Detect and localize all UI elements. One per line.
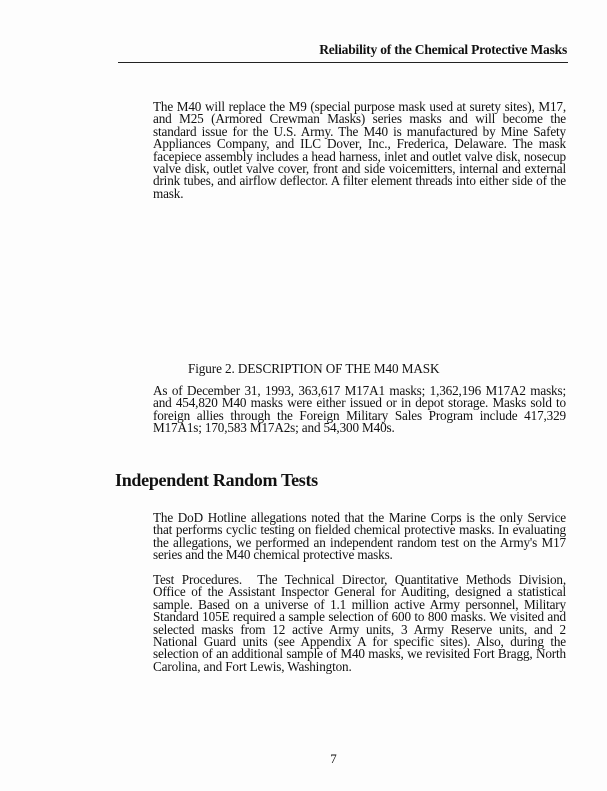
paragraph-hotline-allegations: The DoD Hotline allegations noted that the Marine Corps is the only Service that performs cyclic testing on fielded chemical protective masks. In evaluating the allegations, we performed an independent random test on the Army's M17 series and the M40 chemical protective masks. <box>153 510 566 563</box>
paragraph-mask-inventory: As of December 31, 1993, 363,617 M17A1 masks; 1,362,196 M17A2 masks; and 454,820 M40 masks were either issued or in depot storage. Masks sold to foreign allies through the Foreign Military Sales Program include 417,329 M17A1s; 170,583 M17A2s; and 54,300 M40s. <box>153 383 566 436</box>
section-heading: Independent Random Tests <box>115 470 318 490</box>
header-rule <box>118 62 568 63</box>
paragraph-test-procedures <box>153 574 566 673</box>
page-number: 7 <box>330 751 337 766</box>
figure-caption: Figure 2. DESCRIPTION OF THE M40 MASK <box>188 361 440 376</box>
running-header: Reliability of the Chemical Protective Masks <box>319 42 567 57</box>
test-procedures-text: The Technical Director, Quantitative Methods Division, Office of the Assistant Inspector General for Auditing, designed a statistical sample. Based on a universe of 1.1 million active Army personnel, Military Standard 105E required a sample selection of 600 to 800 masks. We visited and selected masks from 12 active Army units, 3 Army Reserve units, and 2 National Guard units (see Appendix A for specific sites). Also, during the selection of an additional sample of M40 masks, we revisited Fort Bragg, North Carolina, and Fort Lewis, Washington. <box>153 572 567 674</box>
test-procedures-lead: Test Procedures. <box>153 572 243 587</box>
paragraph-m40-description: The M40 will replace the M9 (special purpose mask used at surety sites), M17, and M25 (Armored Crewman Masks) series masks and will become the standard issue for the U.S. Army. The M40 is manufactured by Mine Safety Appliances Company, and ILC Dover, Inc., Frederica, Delaware. The mask facepiece assembly includes a head harness, inlet and outlet valve disk, nosecup valve disk, outlet valve cover, front and side voicemitters, internal and external drink tubes, and airflow deflector. A filter element threads into either side of the mask. <box>153 99 566 201</box>
